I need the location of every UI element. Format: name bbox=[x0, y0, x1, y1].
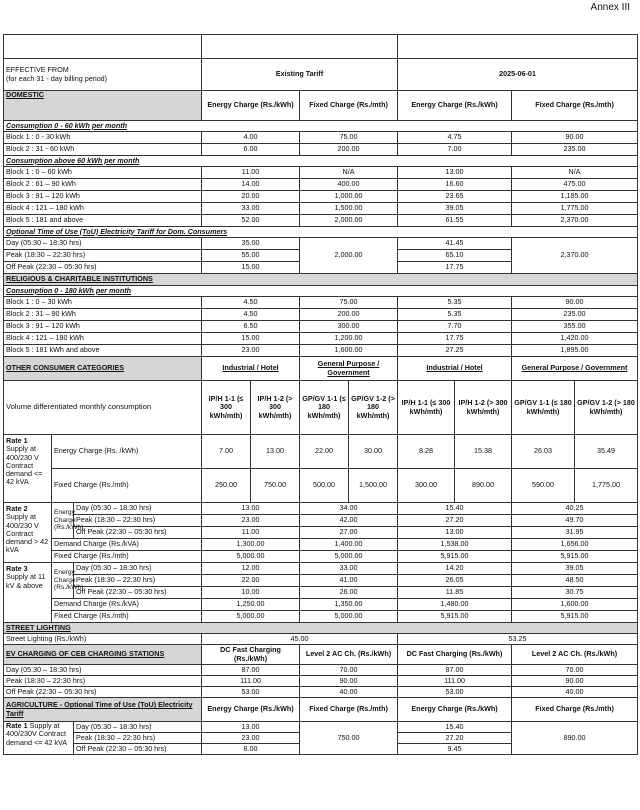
table-cell: 6.50 bbox=[202, 321, 300, 333]
energy-charge-header: Energy Charge (Rs./kWh) bbox=[202, 91, 300, 121]
table-cell: 87.00 bbox=[398, 665, 512, 676]
table-cell: 1,538.00 bbox=[398, 539, 512, 551]
row-label: Energy Charge (Rs./kWh) bbox=[52, 563, 74, 599]
table-cell: 111.00 bbox=[398, 676, 512, 687]
table-row bbox=[4, 698, 638, 722]
table-cell: 13.00 bbox=[202, 503, 300, 515]
table-cell: 17.75 bbox=[398, 333, 512, 345]
rate-supply-label: Supply at 400/230 V Contract demand <= 42 kVA bbox=[6, 444, 43, 487]
rate-name: Rate 3 bbox=[6, 564, 28, 573]
table-cell: 40.25 bbox=[512, 503, 638, 515]
table-cell: 235.00 bbox=[512, 309, 638, 321]
row-label: Block 5 : 181 and above bbox=[4, 215, 202, 227]
table-cell: 22.00 bbox=[202, 575, 300, 587]
table-cell: 1,185.00 bbox=[512, 191, 638, 203]
tariff-table bbox=[3, 34, 638, 755]
table-row bbox=[4, 503, 638, 515]
row-label: Peak (18:30 – 22:30 hrs) bbox=[74, 515, 202, 527]
existing-tariff-header: Existing Tariff bbox=[202, 59, 398, 91]
table-cell: 4.50 bbox=[202, 297, 300, 309]
table-cell: 75.00 bbox=[300, 297, 398, 309]
table-cell: 53.00 bbox=[202, 687, 300, 698]
table-cell: 1,775.00 bbox=[512, 203, 638, 215]
subsection-title: Consumption 0 - 60 kWh per month bbox=[4, 121, 638, 132]
table-cell: 890.00 bbox=[455, 469, 512, 503]
table-cell: 14.00 bbox=[202, 179, 300, 191]
table-cell: 27.25 bbox=[398, 345, 512, 357]
table-cell: 26.03 bbox=[512, 435, 575, 469]
table-cell: 2,370.00 bbox=[512, 238, 638, 274]
table-row bbox=[4, 238, 638, 250]
energy-charge-header: Energy Charge (Rs./kWh) bbox=[398, 91, 512, 121]
table-cell: 13.00 bbox=[398, 527, 512, 539]
table-cell: 42.00 bbox=[300, 515, 398, 527]
table-cell: 15.00 bbox=[202, 333, 300, 345]
table-cell: 15.40 bbox=[398, 503, 512, 515]
blank-cell bbox=[202, 35, 398, 59]
table-cell: Industrial / Hotel bbox=[202, 357, 300, 381]
row-label: Block 2 : 31 - 60 kWh bbox=[4, 144, 202, 156]
table-cell: Level 2 AC Ch. (Rs./kWh) bbox=[512, 645, 638, 665]
table-cell: 33.00 bbox=[202, 203, 300, 215]
table-row bbox=[4, 599, 638, 611]
table-cell: 26.05 bbox=[398, 575, 512, 587]
blank-cell bbox=[4, 35, 202, 59]
tariff-table-body bbox=[4, 35, 638, 755]
sub-header: GP/GV 1-2 (> 180 kWh/mth) bbox=[575, 381, 638, 435]
table-cell: 2,000.00 bbox=[300, 238, 398, 274]
table-cell: 15.00 bbox=[202, 262, 300, 274]
table-cell: 11.00 bbox=[202, 167, 300, 179]
row-label: Off Peak (22:30 – 05:30 hrs) bbox=[4, 687, 202, 698]
table-cell: 45.00 bbox=[202, 634, 398, 645]
table-cell: 1,656.00 bbox=[512, 539, 638, 551]
table-cell: 300.00 bbox=[300, 321, 398, 333]
sub-header: IP/H 1-2 (> 300 kWh/mth) bbox=[251, 381, 300, 435]
table-cell: 27.20 bbox=[398, 515, 512, 527]
table-cell: 1,600.00 bbox=[300, 345, 398, 357]
table-row bbox=[4, 144, 638, 156]
table-cell: 75.00 bbox=[300, 132, 398, 144]
table-cell: 70.00 bbox=[512, 665, 638, 676]
table-cell: 17.75 bbox=[398, 262, 512, 274]
table-cell: 35.00 bbox=[202, 238, 300, 250]
subsection-title: Consumption above 60 kWh per month bbox=[4, 156, 638, 167]
table-cell: Industrial / Hotel bbox=[398, 357, 512, 381]
table-cell: 39.05 bbox=[398, 203, 512, 215]
table-row bbox=[4, 435, 638, 469]
table-cell: 1,000.00 bbox=[300, 191, 398, 203]
table-row bbox=[4, 274, 638, 286]
row-label: Block 2 : 31 – 90 kWh bbox=[4, 309, 202, 321]
row-label: Volume differentiated monthly consumption bbox=[4, 381, 202, 435]
table-cell: 8.28 bbox=[398, 435, 455, 469]
rate-name: Rate 1 bbox=[6, 721, 28, 730]
table-cell: 5,915.00 bbox=[398, 611, 512, 623]
row-label: Block 1 : 0 - 30 kWh bbox=[4, 132, 202, 144]
table-cell: 33.00 bbox=[300, 563, 398, 575]
row-label: Off Peak (22:30 – 05:30 hrs) bbox=[74, 527, 202, 539]
effective-from-cell bbox=[4, 59, 202, 91]
table-row bbox=[4, 156, 638, 167]
table-cell: 39.05 bbox=[512, 563, 638, 575]
table-cell: Energy Charge (Rs./kWh) bbox=[398, 698, 512, 722]
table-cell: DC Fast Charging (Rs./kWh) bbox=[398, 645, 512, 665]
table-cell: 235.00 bbox=[512, 144, 638, 156]
table-cell: General Purpose / Government bbox=[512, 357, 638, 381]
table-row bbox=[4, 527, 638, 539]
table-cell: 5,915.00 bbox=[512, 611, 638, 623]
table-cell: 70.00 bbox=[300, 665, 398, 676]
table-cell: 20.00 bbox=[202, 191, 300, 203]
table-cell: 750.00 bbox=[300, 722, 398, 755]
row-label: Fixed Charge (Rs./mth) bbox=[52, 611, 202, 623]
table-cell: 475.00 bbox=[512, 179, 638, 191]
row-label: Off Peak (22:30 – 05:30 hrs) bbox=[74, 587, 202, 599]
table-cell: 90.00 bbox=[512, 132, 638, 144]
table-cell: 1,500.00 bbox=[349, 469, 398, 503]
table-cell: 48.50 bbox=[512, 575, 638, 587]
table-row bbox=[4, 179, 638, 191]
table-cell: 111.00 bbox=[202, 676, 300, 687]
billing-period-note: (for each 31 - day billing period) bbox=[6, 73, 108, 83]
row-label: Day (05:30 – 18:30 hrs) bbox=[4, 238, 202, 250]
table-cell: Fixed Charge (Rs./mth) bbox=[512, 698, 638, 722]
row-label: Peak (18:30 – 22:30 hrs) bbox=[74, 575, 202, 587]
table-cell: 34.00 bbox=[300, 503, 398, 515]
sub-header: IP/H 1-1 (≤ 300 kWh/mth) bbox=[398, 381, 455, 435]
section-title: EV CHARGING OF CEB CHARGING STATIONS bbox=[4, 645, 202, 665]
row-label: Day (05:30 – 18:30 hrs) bbox=[4, 665, 202, 676]
table-cell: 13.00 bbox=[251, 435, 300, 469]
table-cell: 90.00 bbox=[300, 676, 398, 687]
blank-cell bbox=[398, 35, 638, 59]
table-cell: 500.00 bbox=[300, 469, 349, 503]
table-cell: 14.20 bbox=[398, 563, 512, 575]
table-cell: 355.00 bbox=[512, 321, 638, 333]
sub-header: GP/GV 1-2 (> 180 kWh/mth) bbox=[349, 381, 398, 435]
table-cell: Level 2 AC Ch. (Rs./kWh) bbox=[300, 645, 398, 665]
rate-supply-label: Supply at 400/230 V Contract demand > 42 kVA bbox=[6, 512, 49, 555]
table-cell: 200.00 bbox=[300, 144, 398, 156]
table-cell: 13.00 bbox=[398, 167, 512, 179]
row-label: Energy Charge (Rs./kWh) bbox=[52, 503, 74, 539]
table-cell: 250.00 bbox=[202, 469, 251, 503]
row-label: Peak (18:30 – 22:30 hrs) bbox=[4, 676, 202, 687]
table-row bbox=[4, 687, 638, 698]
sub-header: IP/H 1-1 (≤ 300 kWh/mth) bbox=[202, 381, 251, 435]
table-row bbox=[4, 722, 638, 733]
table-cell: Energy Charge (Rs./kWh) bbox=[202, 698, 300, 722]
table-cell: 15.40 bbox=[398, 722, 512, 733]
subsection-title: Consumption 0 - 180 kWh per month bbox=[4, 286, 638, 297]
section-title: STREET LIGHTING bbox=[4, 623, 638, 634]
table-cell: 1,200.00 bbox=[300, 333, 398, 345]
table-cell: 22.00 bbox=[300, 435, 349, 469]
table-row bbox=[4, 539, 638, 551]
table-cell: 1,350.00 bbox=[300, 599, 398, 611]
table-cell: 53.00 bbox=[398, 687, 512, 698]
table-row bbox=[4, 551, 638, 563]
table-row bbox=[4, 309, 638, 321]
table-cell: 400.00 bbox=[300, 179, 398, 191]
table-cell: 10.00 bbox=[202, 587, 300, 599]
table-row bbox=[4, 215, 638, 227]
table-cell: 49.70 bbox=[512, 515, 638, 527]
table-cell: 6.00 bbox=[202, 144, 300, 156]
table-row bbox=[4, 469, 638, 503]
row-label: Day (05:30 – 18:30 hrs) bbox=[74, 722, 202, 733]
table-cell: 1,250.00 bbox=[202, 599, 300, 611]
table-cell: 27.00 bbox=[300, 527, 398, 539]
table-row bbox=[4, 676, 638, 687]
table-cell: 41.00 bbox=[300, 575, 398, 587]
table-row bbox=[4, 227, 638, 238]
table-cell: 30.00 bbox=[349, 435, 398, 469]
table-cell: 65.10 bbox=[398, 250, 512, 262]
table-cell: 1,480.00 bbox=[398, 599, 512, 611]
table-cell: 15.38 bbox=[455, 435, 512, 469]
table-cell: 5,000.00 bbox=[202, 611, 300, 623]
sub-header: GP/GV 1-1 (≤ 180 kWh/mth) bbox=[512, 381, 575, 435]
row-label: Block 5 : 181 kWh and above bbox=[4, 345, 202, 357]
rate-label bbox=[4, 563, 52, 623]
table-row bbox=[4, 132, 638, 144]
row-label: Block 3 : 91 – 120 kWh bbox=[4, 191, 202, 203]
table-cell: 5,000.00 bbox=[300, 611, 398, 623]
domestic-section-title: DOMESTIC bbox=[4, 91, 202, 121]
row-label: Peak (18:30 – 22:30 hrs) bbox=[4, 250, 202, 262]
table-cell: 1,300.00 bbox=[202, 539, 300, 551]
table-cell: 27.20 bbox=[398, 733, 512, 744]
row-label: Day (05:30 – 18:30 hrs) bbox=[74, 563, 202, 575]
table-cell: 61.55 bbox=[398, 215, 512, 227]
table-cell: 5.35 bbox=[398, 309, 512, 321]
table-row bbox=[4, 515, 638, 527]
table-cell: 750.00 bbox=[251, 469, 300, 503]
table-row bbox=[4, 357, 638, 381]
row-label: Fixed Charge (Rs./mth) bbox=[52, 551, 202, 563]
table-cell: 1,400.00 bbox=[300, 539, 398, 551]
row-label: Fixed Charge (Rs./mth) bbox=[52, 469, 202, 503]
table-row bbox=[4, 611, 638, 623]
table-row bbox=[4, 333, 638, 345]
rate-label bbox=[4, 722, 74, 755]
table-cell: 40.00 bbox=[512, 687, 638, 698]
annex-label: Annex III bbox=[590, 2, 630, 13]
table-cell: 52.00 bbox=[202, 215, 300, 227]
rate-name: Rate 2 bbox=[6, 504, 28, 513]
table-row bbox=[4, 587, 638, 599]
table-cell: 7.70 bbox=[398, 321, 512, 333]
table-cell: 4.50 bbox=[202, 309, 300, 321]
table-cell: 200.00 bbox=[300, 309, 398, 321]
table-cell: 13.00 bbox=[202, 722, 300, 733]
table-cell: 2,370.00 bbox=[512, 215, 638, 227]
section-title: RELIGIOUS & CHARITABLE INSTITUTIONS bbox=[4, 274, 638, 286]
table-cell: DC Fast Charging (Rs./kWh) bbox=[202, 645, 300, 665]
table-cell: 87.00 bbox=[202, 665, 300, 676]
table-row bbox=[4, 191, 638, 203]
table-cell: 90.00 bbox=[512, 297, 638, 309]
table-cell: 5.35 bbox=[398, 297, 512, 309]
row-label: Off Peak (22:30 – 05:30 hrs) bbox=[4, 262, 202, 274]
table-cell: 300.00 bbox=[398, 469, 455, 503]
table-cell: 90.00 bbox=[512, 676, 638, 687]
row-label: Demand Charge (Rs./kVA) bbox=[52, 539, 202, 551]
rate-supply-label: Supply at 400/230V Contract demand <= 42 kVA bbox=[6, 721, 68, 747]
table-cell: 1,420.00 bbox=[512, 333, 638, 345]
table-cell: 11.85 bbox=[398, 587, 512, 599]
table-cell: 16.60 bbox=[398, 179, 512, 191]
table-cell: 1,600.00 bbox=[512, 599, 638, 611]
table-row bbox=[4, 121, 638, 132]
table-cell: 23.65 bbox=[398, 191, 512, 203]
subsection-title: Optional Time of Use (ToU) Electricity Tariff for Dom. Consumers bbox=[4, 227, 638, 238]
section-title: AGRICULTURE - Optional Time of Use (ToU) Electricity Tariff bbox=[4, 698, 202, 722]
table-cell: 7.00 bbox=[202, 435, 251, 469]
row-label: Block 4 : 121 – 180 kWh bbox=[4, 333, 202, 345]
table-cell: Fixed Charge (Rs./mth) bbox=[300, 698, 398, 722]
table-cell: 4.75 bbox=[398, 132, 512, 144]
table-cell: 23.00 bbox=[202, 345, 300, 357]
table-cell: 40.00 bbox=[300, 687, 398, 698]
table-cell: 26.00 bbox=[300, 587, 398, 599]
new-tariff-date-header: 2025-06-01 bbox=[398, 59, 638, 91]
table-cell: N/A bbox=[512, 167, 638, 179]
table-cell: 23.00 bbox=[202, 515, 300, 527]
table-cell: 1,775.00 bbox=[575, 469, 638, 503]
rate-label bbox=[4, 435, 52, 503]
row-label: Off Peak (22:30 – 05:30 hrs) bbox=[74, 744, 202, 755]
row-label: Street Lighting (Rs./kWh) bbox=[4, 634, 202, 645]
table-row bbox=[4, 563, 638, 575]
table-cell: 1,500.00 bbox=[300, 203, 398, 215]
table-cell: 23.00 bbox=[202, 733, 300, 744]
row-label: Energy Charge (Rs. /kWh) bbox=[52, 435, 202, 469]
table-row bbox=[4, 665, 638, 676]
table-cell: 5,915.00 bbox=[398, 551, 512, 563]
table-row bbox=[4, 381, 638, 435]
table-row bbox=[4, 321, 638, 333]
fixed-charge-header: Fixed Charge (Rs./mth) bbox=[512, 91, 638, 121]
table-row bbox=[4, 286, 638, 297]
sub-header: GP/GV 1-1 (≤ 180 kWh/mth) bbox=[300, 381, 349, 435]
table-cell: 35.49 bbox=[575, 435, 638, 469]
table-row bbox=[4, 645, 638, 665]
table-cell: 5,000.00 bbox=[202, 551, 300, 563]
table-cell: 1,895.00 bbox=[512, 345, 638, 357]
table-cell: 890.00 bbox=[512, 722, 638, 755]
section-title: OTHER CONSUMER CATEGORIES bbox=[4, 357, 202, 381]
table-row bbox=[4, 623, 638, 634]
table-cell: 590.00 bbox=[512, 469, 575, 503]
row-label: Demand Charge (Rs./kVA) bbox=[52, 599, 202, 611]
fixed-charge-header: Fixed Charge (Rs./mth) bbox=[300, 91, 398, 121]
table-cell: 41.45 bbox=[398, 238, 512, 250]
table-cell: 9.45 bbox=[398, 744, 512, 755]
table-cell: 8.00 bbox=[202, 744, 300, 755]
table-cell: 12.00 bbox=[202, 563, 300, 575]
row-label: Block 4 : 121 – 180 kWh bbox=[4, 203, 202, 215]
table-cell: 31.95 bbox=[512, 527, 638, 539]
row-label: Day (05:30 – 18:30 hrs) bbox=[74, 503, 202, 515]
effective-from-label: EFFECTIVE FROM bbox=[6, 65, 69, 75]
table-cell: 5,000.00 bbox=[300, 551, 398, 563]
table-cell: 4.00 bbox=[202, 132, 300, 144]
rate-supply-label: Supply at 11 kV & above bbox=[6, 572, 46, 590]
table-cell: 11.00 bbox=[202, 527, 300, 539]
row-label: Block 3 : 91 – 120 kWh bbox=[4, 321, 202, 333]
table-row bbox=[4, 167, 638, 179]
table-row bbox=[4, 634, 638, 645]
row-label: Block 1 : 0 – 60 kWh bbox=[4, 167, 202, 179]
row-label: Block 2 : 61 – 90 kWh bbox=[4, 179, 202, 191]
table-row bbox=[4, 203, 638, 215]
table-cell: 2,000.00 bbox=[300, 215, 398, 227]
table-cell: 7.00 bbox=[398, 144, 512, 156]
rate-label bbox=[4, 503, 52, 563]
table-row bbox=[4, 297, 638, 309]
table-cell: General Purpose / Government bbox=[300, 357, 398, 381]
row-label: Block 1 : 0 – 30 kWh bbox=[4, 297, 202, 309]
table-cell: 5,915.00 bbox=[512, 551, 638, 563]
table-row bbox=[4, 345, 638, 357]
table-cell: 30.75 bbox=[512, 587, 638, 599]
rate-name: Rate 1 bbox=[6, 436, 28, 445]
table-cell: 53.25 bbox=[398, 634, 638, 645]
table-row bbox=[4, 575, 638, 587]
sub-header: IP/H 1-2 (> 300 kWh/mth) bbox=[455, 381, 512, 435]
table-cell: 55.00 bbox=[202, 250, 300, 262]
table-cell: N/A bbox=[300, 167, 398, 179]
row-label: Peak (18:30 – 22:30 hrs) bbox=[74, 733, 202, 744]
